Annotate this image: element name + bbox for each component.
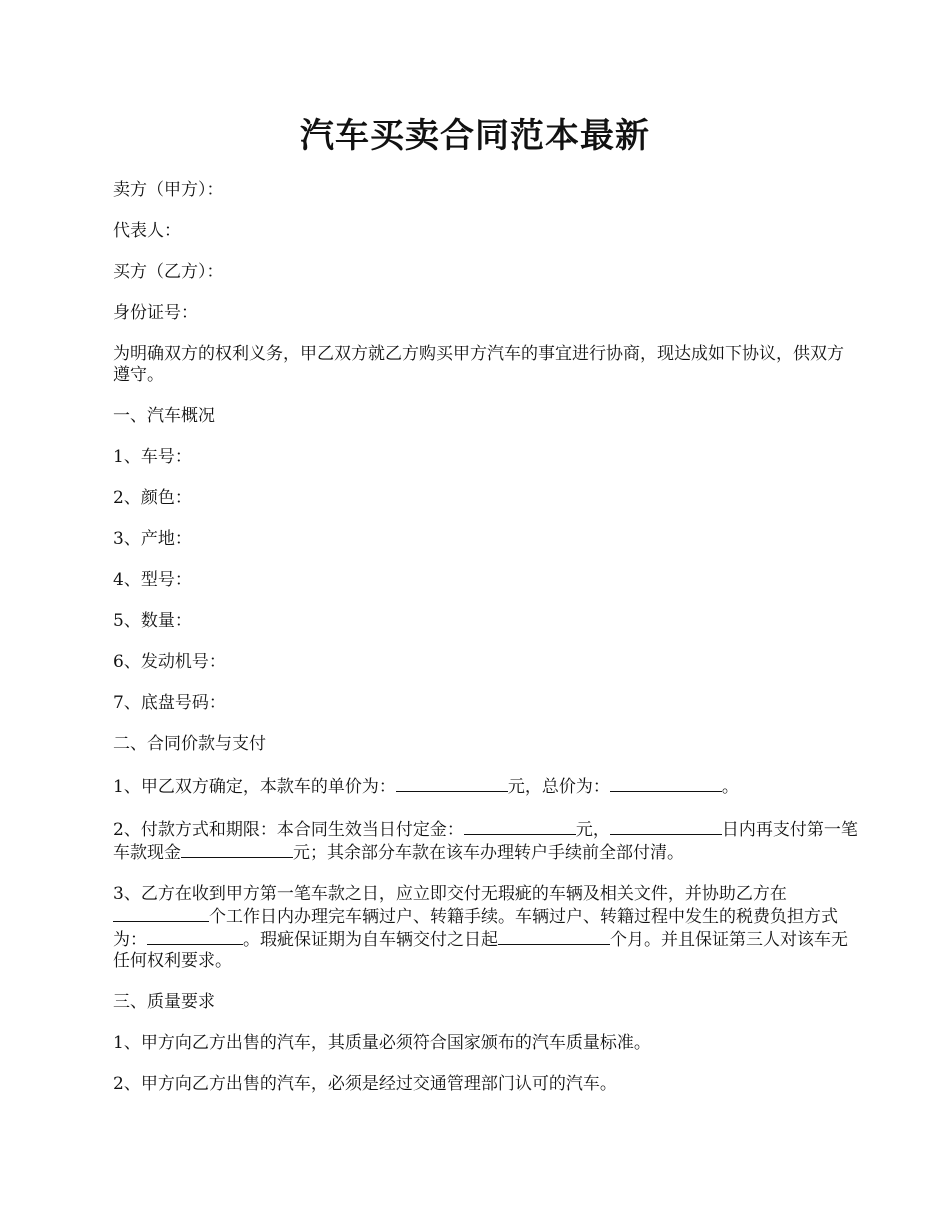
unit-price-blank [396, 775, 508, 792]
deposit-blank [464, 818, 576, 835]
delivery-text-b: 个工作日内办理完车辆过户、转籍手续。车辆过户、转籍过程中发生的税费负担方式为： [113, 907, 838, 950]
price-text-b: 元，总价为： [507, 777, 610, 797]
total-price-blank [610, 775, 722, 792]
id-number-line: 身份证号： [113, 303, 198, 323]
seller-line: 卖方（甲方）： [113, 180, 224, 200]
document-title: 汽车买卖合同范本最新 [300, 116, 650, 156]
section2-payment-paragraph [113, 818, 858, 864]
section1-item-7: 7、底盘号码： [113, 693, 226, 713]
delivery-text-c: 。瑕疵保证期为自车辆交付之日起 [243, 930, 498, 950]
days-blank [610, 818, 722, 835]
section1-item-4: 4、型号： [113, 570, 192, 590]
section1-item-2: 2、颜色： [113, 488, 192, 508]
intro-paragraph: 为明确双方的权利义务，甲乙双方就乙方购买甲方汽车的事宜进行协商，现达成如下协议，供双方遵守。 [113, 344, 844, 385]
delivery-text-d: 个月。并且保证第三人对该车无任何权利要求。 [113, 930, 848, 971]
document-body [113, 180, 858, 1115]
section2-delivery-paragraph [113, 884, 858, 972]
payment-text-a: 2、付款方式和期限：本合同生效当日付定金： [113, 820, 464, 840]
section1-item-6: 6、发动机号： [113, 652, 226, 672]
section3-heading: 三、质量要求 [113, 992, 215, 1012]
representative-line: 代表人： [113, 221, 181, 241]
price-text-a: 1、甲乙双方确定，本款车的单价为： [113, 777, 396, 797]
buyer-line: 买方（乙方）： [113, 262, 224, 282]
warranty-months-blank [498, 928, 610, 945]
price-text-c: 。 [721, 777, 739, 797]
payment-text-b: 元， [575, 820, 610, 840]
section1-item-1: 1、车号： [113, 447, 192, 467]
section1-item-5: 5、数量： [113, 611, 192, 631]
section2-price-paragraph [113, 775, 858, 798]
delivery-text-a: 3、乙方在收到甲方第一笔车款之日，应立即交付无瑕疵的车辆及相关文件，并协助乙方在 [113, 884, 787, 904]
first-payment-blank [181, 841, 293, 858]
tax-method-blank [147, 928, 243, 945]
section1-heading: 一、汽车概况 [113, 406, 215, 426]
payment-text-c: 日内再支付第一笔车款现金 [113, 820, 858, 863]
workdays-blank [113, 905, 209, 922]
section1-item-3: 3、产地： [113, 529, 192, 549]
section3-item-1: 1、甲方向乙方出售的汽车，其质量必须符合国家颁布的汽车质量标准。 [113, 1033, 651, 1053]
section3-item-2: 2、甲方向乙方出售的汽车，必须是经过交通管理部门认可的汽车。 [113, 1074, 617, 1094]
payment-text-d: 元；其余部分车款在该车办理转户手续前全部付清。 [293, 843, 684, 863]
section2-heading: 二、合同价款与支付 [113, 734, 266, 754]
